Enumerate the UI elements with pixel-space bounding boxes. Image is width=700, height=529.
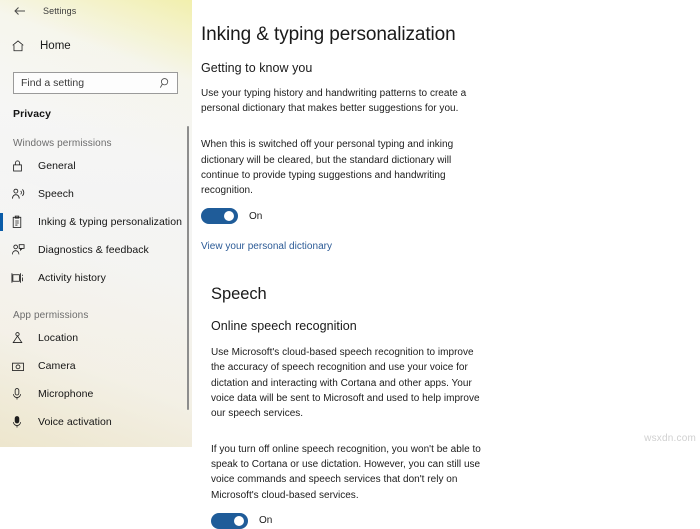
sidebar-item-voice-activation[interactable]: [0, 408, 192, 436]
back-arrow-icon[interactable]: [9, 2, 31, 20]
speech-section: [201, 285, 700, 529]
home-icon: [11, 39, 31, 53]
sidebar: [0, 0, 192, 447]
sidebar-item-activity-history-label: Activity history: [38, 272, 106, 284]
online-speech-toggle-row: [211, 513, 700, 529]
sidebar-item-inking-typing-personalization[interactable]: [0, 208, 192, 236]
camera-icon: [11, 360, 31, 373]
view-personal-dictionary-link[interactable]: View your personal dictionary: [201, 241, 333, 253]
sidebar-scrollbar[interactable]: [187, 126, 190, 410]
speech-paragraph-2: If you turn off online speech recognition, you won't be able to speak to Cortana or use dictation. However, you can still use voice commands and speech services that don't rely on Microsoft's cloud-based services.: [211, 444, 481, 501]
window-titlebar: [0, 0, 192, 22]
online-speech-toggle-label: On: [259, 515, 273, 527]
sidebar-item-camera[interactable]: [0, 352, 192, 380]
voice-activation-icon: [11, 415, 31, 429]
sidebar-item-diagnostics-feedback[interactable]: [0, 236, 192, 264]
page-title: Inking & typing personalization: [201, 24, 456, 45]
window-title: Settings: [43, 6, 77, 16]
inking-typing-toggle-row: [201, 208, 700, 224]
speech-heading: Speech: [211, 285, 267, 304]
search-container: [13, 72, 178, 94]
lock-icon: [11, 159, 31, 173]
sidebar-item-diagnostics-feedback-label: Diagnostics & feedback: [38, 244, 149, 256]
sidebar-item-camera-label: Camera: [38, 360, 76, 372]
feedback-person-icon: [11, 243, 31, 257]
getting-to-know-you-paragraph-2: When this is switched off your personal typing and inking dictionary will be cleared, but the standard dictionary will continue to provide typing suggestions and handwriting recognition.: [201, 139, 454, 196]
location-pin-icon: [11, 331, 31, 345]
toggle-knob: [224, 211, 234, 221]
sidebar-item-home[interactable]: [0, 31, 192, 61]
sidebar-item-speech[interactable]: [0, 180, 192, 208]
sidebar-item-voice-activation-label: Voice activation: [38, 416, 112, 428]
sidebar-item-microphone-label: Microphone: [38, 388, 94, 400]
sidebar-group-app-permissions-title: App permissions: [13, 310, 89, 321]
search-input[interactable]: [13, 72, 178, 94]
sidebar-item-general[interactable]: [0, 152, 192, 180]
sidebar-item-inking-typing-personalization-label: Inking & typing personalization: [38, 216, 182, 228]
sidebar-item-general-label: General: [38, 160, 76, 172]
toggle-knob: [234, 516, 244, 526]
inking-typing-toggle-label: On: [249, 210, 263, 222]
clipboard-pen-icon: [11, 215, 31, 229]
speech-person-icon: [11, 187, 31, 201]
microphone-icon: [11, 387, 31, 401]
speech-paragraph-1: Use Microsoft's cloud-based speech recognition to improve the accuracy of speech recognition and use your voice for dictation and interacting with Cortana and other apps. Your voice data will be sent to Microsoft and used to help improve our speech services.: [211, 347, 480, 419]
getting-to-know-you-paragraph-1: Use your typing history and handwriting patterns to create a personal dictionary that makes better suggestions for you.: [201, 88, 467, 115]
sidebar-category-title: Privacy: [13, 108, 52, 120]
sidebar-item-location[interactable]: [0, 324, 192, 352]
getting-to-know-you-heading: Getting to know you: [201, 61, 313, 75]
inking-typing-toggle[interactable]: [201, 208, 238, 224]
activity-history-icon: [11, 271, 31, 285]
online-speech-toggle[interactable]: [211, 513, 248, 529]
sidebar-item-activity-history[interactable]: [0, 264, 192, 292]
sidebar-group-windows-permissions-title: Windows permissions: [13, 138, 112, 149]
sidebar-item-location-label: Location: [38, 332, 79, 344]
online-speech-recognition-heading: Online speech recognition: [211, 319, 357, 334]
watermark: wsxdn.com: [644, 433, 696, 444]
sidebar-item-microphone[interactable]: [0, 380, 192, 408]
main-content: [192, 0, 700, 527]
sidebar-item-speech-label: Speech: [38, 188, 74, 200]
sidebar-home-label: Home: [40, 40, 71, 52]
